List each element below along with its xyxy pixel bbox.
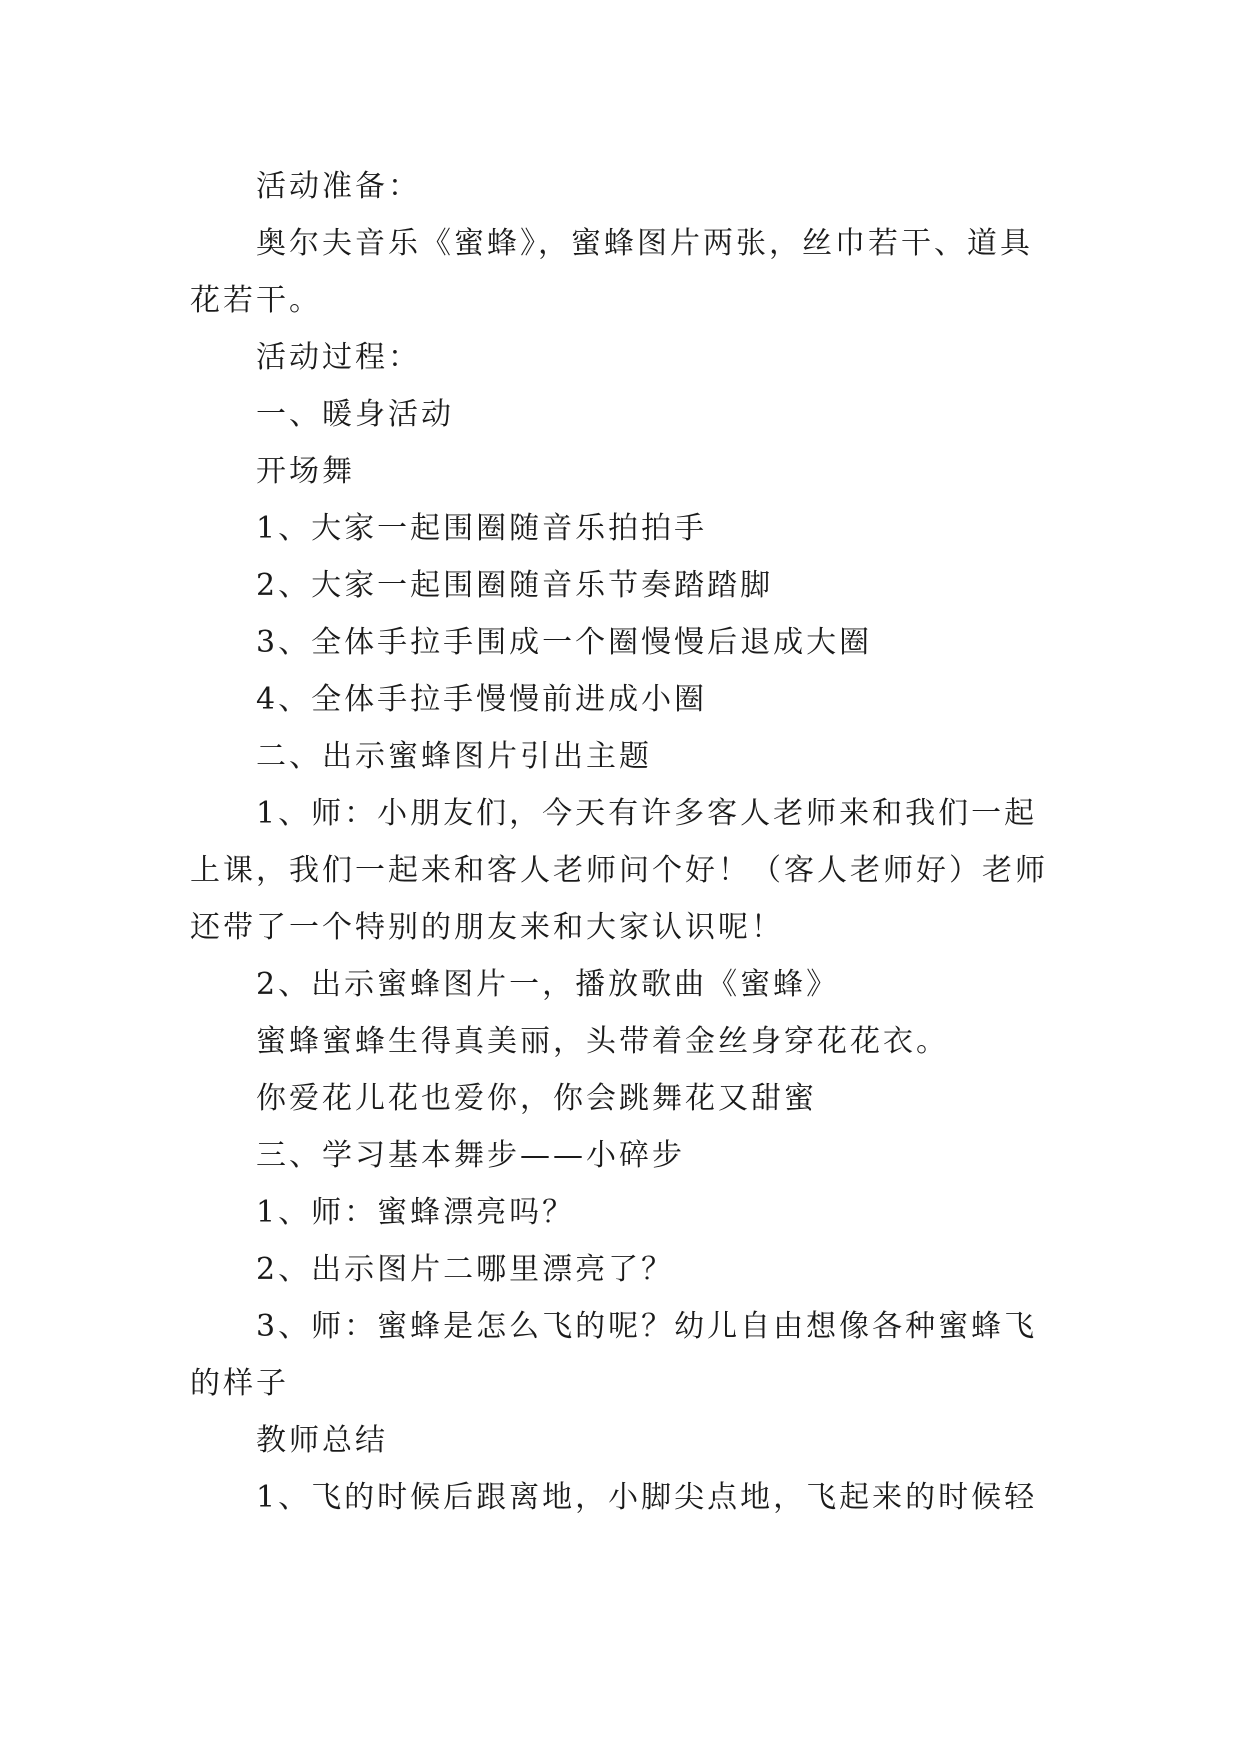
paragraph-dance-step-3: 3、师：蜜蜂是怎么飞的呢？幼儿自由想像各种蜜蜂飞的样子	[190, 1309, 1038, 1401]
paragraph-warmup-step-2: 2、大家一起围圈随音乐节奏踏踏脚	[256, 568, 774, 603]
document-body	[190, 158, 1057, 1526]
paragraph-warmup-step-1: 1、大家一起围圈随音乐拍拍手	[256, 511, 708, 546]
paragraph-warmup-step-4: 4、全体手拉手慢慢前进成小圈	[256, 682, 708, 717]
paragraph-summary-step-1: 1、飞的时候后跟离地，小脚尖点地，飞起来的时候轻	[256, 1480, 1038, 1515]
paragraph-warmup-step-3: 3、全体手拉手围成一个圈慢慢后退成大圈	[256, 625, 873, 660]
paragraph-opening-dance: 开场舞	[256, 454, 355, 489]
paragraph-dance-step-2: 2、出示图片二哪里漂亮了？	[256, 1252, 675, 1287]
paragraph-preparation-materials: 奥尔夫音乐《蜜蜂》，蜜蜂图片两张，丝巾若干、道具花若干。	[190, 226, 1033, 318]
paragraph-song-lyrics-2: 你爱花儿花也爱你，你会跳舞花又甜蜜	[256, 1081, 817, 1116]
paragraph-section-theme: 二、出示蜜蜂图片引出主题	[256, 739, 652, 774]
paragraph-preparation-heading: 活动准备：	[256, 169, 421, 204]
paragraph-theme-step-1: 1、师：小朋友们，今天有许多客人老师来和我们一起上课，我们一起来和客人老师问个好！（客人老师好）老师还带了一个特别的朋友来和大家认识呢！	[190, 796, 1048, 945]
paragraph-teacher-summary: 教师总结	[256, 1423, 388, 1458]
paragraph-theme-step-2: 2、出示蜜蜂图片一，播放歌曲《蜜蜂》	[256, 967, 840, 1002]
paragraph-song-lyrics-1: 蜜蜂蜜蜂生得真美丽，头带着金丝身穿花花衣。	[256, 1024, 949, 1059]
paragraph-section-dance-steps: 三、学习基本舞步——小碎步	[256, 1138, 685, 1173]
paragraph-process-heading: 活动过程：	[256, 340, 421, 375]
paragraph-dance-step-1: 1、师：蜜蜂漂亮吗？	[256, 1195, 576, 1230]
paragraph-section-warmup: 一、暖身活动	[256, 397, 454, 432]
